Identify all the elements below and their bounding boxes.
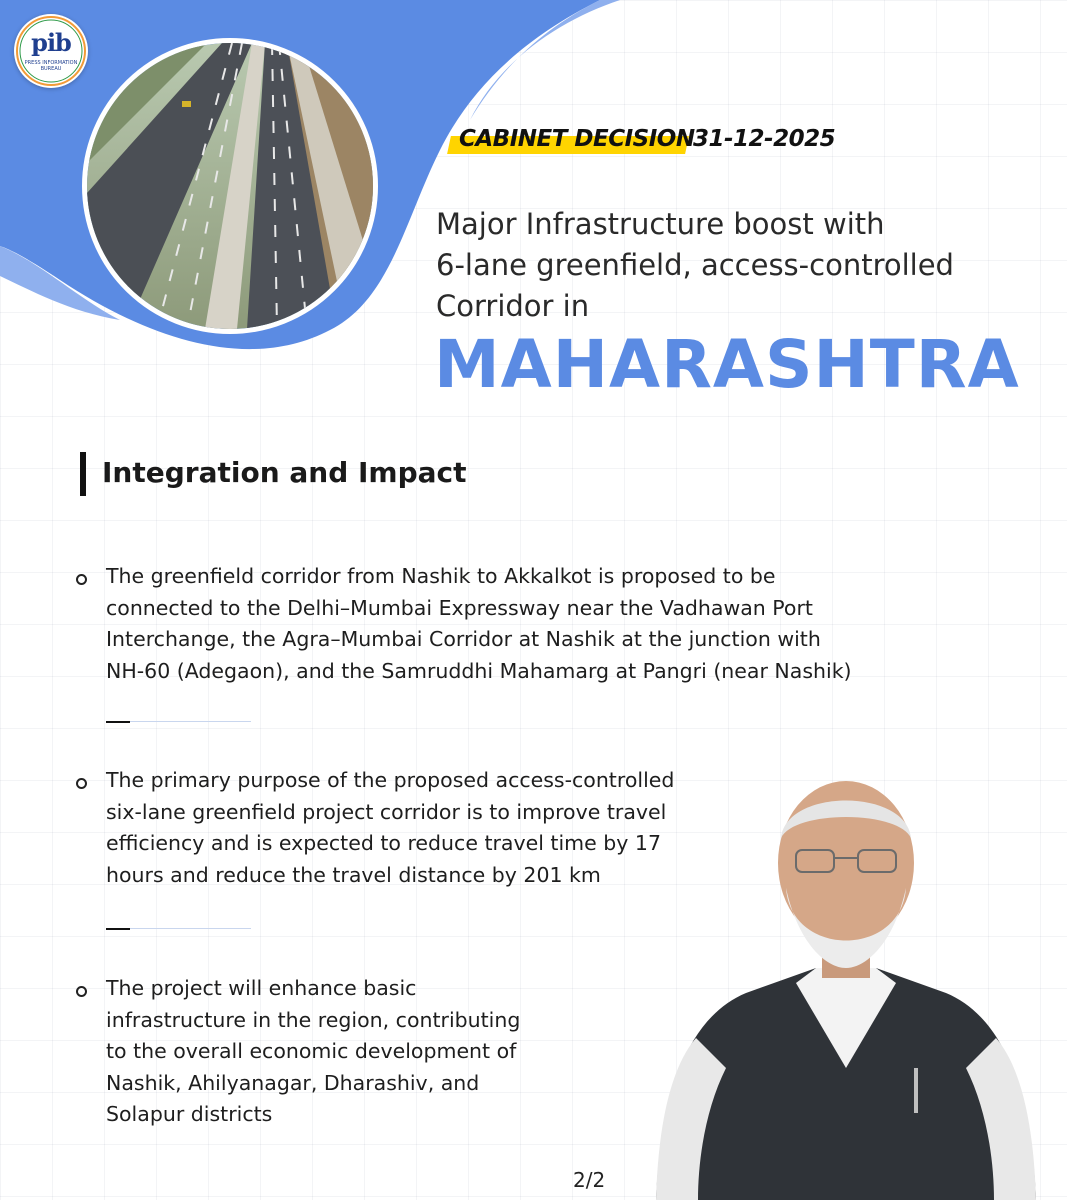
- section-marker: [80, 452, 86, 496]
- headline-line: 6-lane greenfield, access-controlled: [436, 248, 954, 282]
- bullet-line: The primary purpose of the proposed access-controlled: [106, 768, 675, 792]
- bullet-icon: [76, 574, 87, 585]
- headline-line: Major Infrastructure boost with: [436, 207, 885, 241]
- bullet-item: [106, 973, 520, 1131]
- section-title: Integration and Impact: [102, 456, 467, 489]
- divider: [106, 721, 251, 723]
- bullet-line: hours and reduce the travel distance by 201 km: [106, 862, 601, 887]
- bullet-line: six-lane greenfield project corridor is to improve travel: [106, 799, 667, 824]
- divider: [106, 928, 251, 930]
- bullet-line: efficiency and is expected to reduce travel time by 17: [106, 831, 662, 855]
- headline: [436, 204, 1036, 327]
- bullet-icon: [76, 778, 87, 789]
- bullet-line: Interchange, the Agra–Mumbai Corridor at Nashik at the junction with: [106, 627, 821, 651]
- bullet-line: Nashik, Ahilyanagar, Dharashiv, and: [106, 1070, 480, 1095]
- bullet-line: Solapur districts: [106, 1102, 273, 1126]
- bullet-item: [106, 561, 852, 687]
- logo-wordmark: pib: [31, 28, 71, 57]
- page-number: 2/2: [573, 1168, 606, 1192]
- bullet-line: The greenfield corridor from Nashik to Akkalkot is proposed to be: [106, 564, 776, 588]
- bullet-line: NH-60 (Adegaon), and the Samruddhi Mahamarg at Pangri (near Nashik): [106, 658, 852, 683]
- decision-date: 31-12-2025: [693, 126, 836, 152]
- bullet-icon: [76, 986, 87, 997]
- bullet-line: to the overall economic development of: [106, 1039, 517, 1063]
- decision-label: CABINET DECISION: [459, 126, 695, 152]
- logo-ring-icon: [14, 14, 88, 88]
- pib-logo: [14, 14, 88, 88]
- headline-line: Corridor in: [436, 289, 590, 323]
- state-name: MAHARASHTRA: [434, 326, 1020, 403]
- bullet-line: connected to the Delhi–Mumbai Expressway near the Vadhawan Port: [106, 595, 813, 620]
- bullet-item: [106, 765, 674, 891]
- portrait-photo: [636, 768, 1056, 1200]
- bullet-line: The project will enhance basic: [106, 976, 417, 1000]
- highway-photo: [82, 38, 378, 334]
- logo-subtext: PRESS INFORMATION BUREAU: [24, 60, 78, 72]
- bullet-line: infrastructure in the region, contributing: [106, 1007, 521, 1032]
